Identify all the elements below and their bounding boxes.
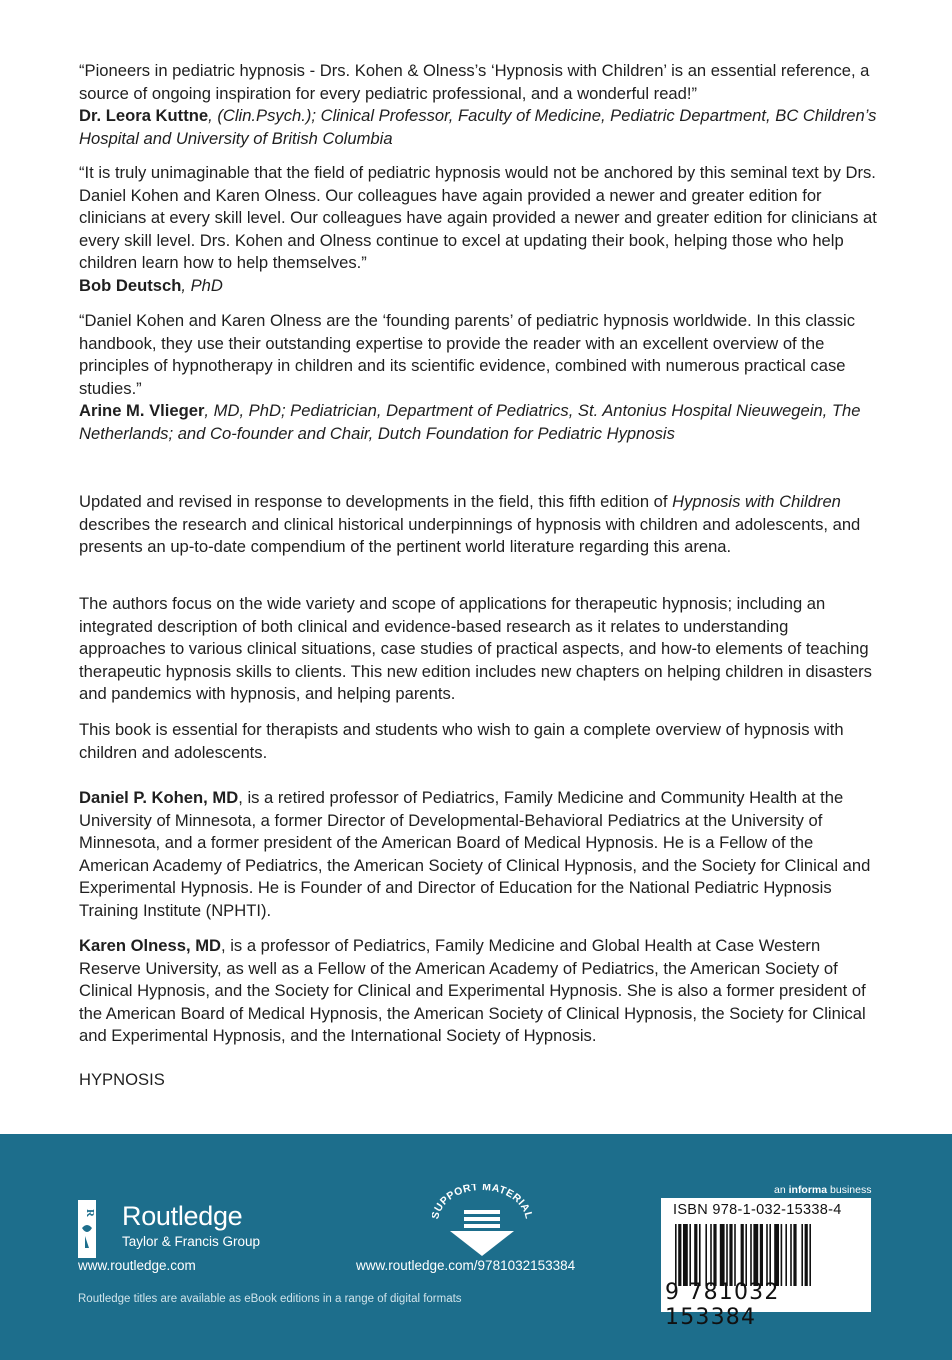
publisher-group: Taylor & Francis Group xyxy=(122,1234,261,1249)
barcode-bar xyxy=(760,1224,763,1286)
informa-suffix: business xyxy=(827,1184,872,1196)
barcode-bar xyxy=(694,1224,697,1286)
informa-name: informa xyxy=(788,1184,828,1196)
support-material-label: UPPORT MATERIA xyxy=(432,1184,532,1215)
isbn-barcode xyxy=(661,1198,871,1330)
quote-text: “It is truly unimaginable that the field of pediatric hypnosis would not be anchored by this seminal text by Drs. Daniel Kohen and Karen Olness. Our colleagues have again provided a newer and greater edition for clinicians at every skill level. Our colleagues have again provided a newer and greater edition for clinicians at every skill level. Drs. Kohen and Olness continue to excel at updating their book, helping those who help children learn how to help themselves.” xyxy=(79,163,877,273)
quote-credential: , (Clin.Psych.); Clinical Professor, Faculty of Medicine, Pediatric Department, BC Children’s Hospital and University of British Columbia xyxy=(79,106,877,148)
barcode-bar xyxy=(741,1224,744,1286)
quote-text: “Daniel Kohen and Karen Olness are the ‘founding parents’ of pediatric hypnosis worldwide. In this classic handbook, they use their outstanding expertise to provide the reader with an excellent overview of the principles of hypnotherapy in children and its scientific evidence, combined with numerous practical case studies.” xyxy=(79,311,856,398)
barcode-bar xyxy=(785,1224,787,1286)
barcode-bar xyxy=(793,1224,796,1286)
routledge-mark-icon xyxy=(78,1200,96,1258)
author-bio-text: , is a professor of Pediatrics, Family Medicine and Global Health at Case Western Reserve University, as well as a Fellow of the American Academy of Pediatrics, the American Society of Clinical Hypnosis, and the Society for Clinical and Experimental Hypnosis. She is also a former president of the American Board of Medical Hypnosis, the American Society of Clinical Hypnosis, the Society for Clinical and Experimental Hypnosis, and the International Society of Hypnosis. xyxy=(79,936,866,1046)
quote-author: Arine M. Vlieger xyxy=(79,401,205,421)
barcode-bar xyxy=(689,1224,691,1286)
barcode-bar xyxy=(729,1224,732,1286)
barcode-bar xyxy=(710,1224,712,1286)
description-text: describes the research and clinical historical underpinnings of hypnosis with children and adolescents, and presents an up-to-date compendium of the pertinent world literature regarding this arena. xyxy=(79,514,861,557)
routledge-logo xyxy=(78,1200,278,1260)
author-name: Daniel P. Kohen, MD xyxy=(79,788,239,807)
informa-prefix: an xyxy=(774,1184,789,1196)
barcode-bar xyxy=(766,1224,768,1286)
barcode-bar xyxy=(750,1224,752,1286)
endorsement-quote xyxy=(79,310,879,446)
barcode-bar xyxy=(769,1224,771,1286)
quote-author: Bob Deutsch xyxy=(79,275,182,295)
barcode-bar xyxy=(705,1224,707,1286)
endorsement-quote xyxy=(79,60,879,150)
download-arrow-icon xyxy=(432,1184,532,1264)
barcode-bar xyxy=(699,1224,701,1286)
barcode-bar xyxy=(745,1224,747,1286)
barcode-bar xyxy=(753,1224,758,1286)
barcode-bar xyxy=(734,1224,736,1286)
barcode-bar xyxy=(801,1224,803,1286)
barcode-digits: 9 781032 153384 xyxy=(665,1280,780,1330)
author-name: Karen Olness, MD xyxy=(79,936,222,955)
quote-credential: , MD, PhD; Pediatrician, Department of Pediatrics, St. Antonius Hospital Nieuwegein, The Netherlands; and Co-founder and Chair, Dutch Foundation for Pediatric Hypnosis xyxy=(79,401,861,443)
publisher-url[interactable]: www.routledge.com xyxy=(78,1258,196,1273)
barcode-bar xyxy=(774,1224,779,1286)
support-material-url[interactable]: www.routledge.com/9781032153384 xyxy=(356,1258,576,1273)
svg-text:SUPPORT MATERIAL xyxy=(432,1184,532,1220)
author-bio xyxy=(79,935,879,1048)
informa-business-label xyxy=(774,1184,871,1196)
ebook-availability-note: Routledge titles are available as eBook editions in a range of digital formats xyxy=(78,1293,462,1305)
barcode-bar xyxy=(809,1224,811,1286)
author-bio xyxy=(79,787,879,923)
barcode-bar xyxy=(805,1224,808,1286)
barcode-bar xyxy=(713,1224,716,1286)
barcode-bar xyxy=(683,1224,688,1286)
publisher-name: Routledge xyxy=(122,1201,243,1231)
barcode-bar xyxy=(720,1224,725,1286)
routledge-mark-letter: R xyxy=(84,1209,96,1217)
barcode-bar xyxy=(781,1224,783,1286)
quote-text: “Pioneers in pediatric hypnosis - Drs. Kohen & Olness’s ‘Hypnosis with Children’ is an essential reference, a source of ongoing inspiration for every pediatric professional, and a wonderful read!” xyxy=(79,61,870,103)
endorsement-quote xyxy=(79,162,879,298)
isbn-number: ISBN 978-1-032-15338-4 xyxy=(673,1202,842,1218)
subject-category: HYPNOSIS xyxy=(79,1070,165,1089)
barcode-bars xyxy=(675,1224,859,1286)
book-title: Hypnosis with Children xyxy=(672,492,841,511)
support-material-badge xyxy=(432,1184,532,1264)
barcode-bar xyxy=(726,1224,728,1286)
author-bio-text: , is a retired professor of Pediatrics, Family Medicine and Community Health at the University of Minnesota, a former Director of Developmental-Behavioral Pediatrics at the University of Minnesota, and a former president of the American Board of Medical Hypnosis. He is a Fellow of the American Academy of Pediatrics, the American Society of Clinical Hypnosis, and the Society for Clinical and Experimental Hypnosis. He is Founder of and Director of Education for the National Pediatric Hypnosis Training Institute (NPHTI). xyxy=(79,788,871,920)
barcode-bar xyxy=(790,1224,792,1286)
quote-credential: , PhD xyxy=(181,275,223,295)
description-paragraph: This book is essential for therapists and students who wish to gain a complete overview of hypnosis with children and adolescents. xyxy=(79,720,844,762)
description-text: Updated and revised in response to developments in the field, this fifth edition of xyxy=(79,492,673,511)
description-paragraph xyxy=(79,491,879,559)
barcode-bar xyxy=(675,1224,677,1286)
barcode-bar xyxy=(678,1224,681,1286)
description-paragraph: The authors focus on the wide variety and scope of applications for therapeutic hypnosis; including an integrated description of both clinical and evidence-based research as it relates to understanding approaches to various clinical situations, case studies of practical aspects, and how-to elements of teaching therapeutic hypnosis skills to clients. This new edition includes new chapters on helping children in disasters and pandemics with hypnosis, and helping parents. xyxy=(79,594,872,704)
publisher-footer-band xyxy=(0,1134,952,1360)
quote-author: Dr. Leora Kuttne xyxy=(79,106,209,126)
